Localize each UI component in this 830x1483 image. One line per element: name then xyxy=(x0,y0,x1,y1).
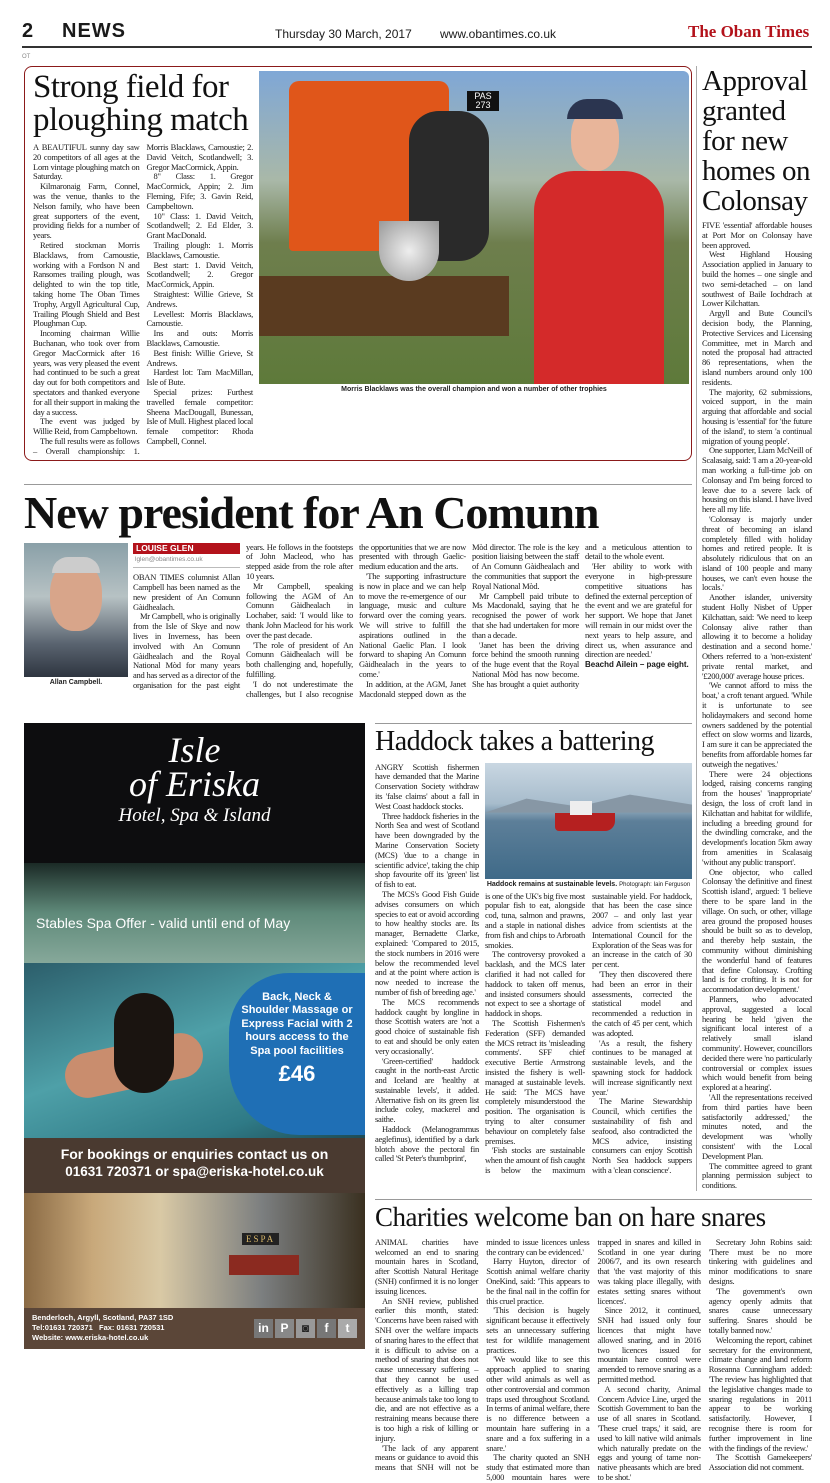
offer-band xyxy=(24,863,365,963)
paragraph: 'We would like to see this approach applied to snaring other wild animals as well as other controversial and common traps used throughout Scotland. In terms of animal welfare, there is no difference between a mountain hare suffering in a snare and a fox suffering in a snare.' xyxy=(486,1354,590,1453)
paragraph: Another islander, university student Holly Nisbet of Upper Kilchattan, said: 'We need to keep Colonsay alive rather than allowing it to become a holiday destination and a second home.' Others referred to a 'non-existent' private rental market, and '£200,000' average house prices. xyxy=(702,592,812,681)
hotel-website[interactable]: Website: www.eriska-hotel.co.uk xyxy=(32,1333,149,1343)
paragraph: Incoming chairman Willie Buchanan, who took over from Gregor MacCormick after 16 years, was very pleased the event had continued to be such a great day out for both competitors and spectators and thanked everyone for all their support in making the day a success. xyxy=(33,328,140,417)
paragraph: Retired stockman Morris Blacklaws, from Carnoustie, working with a Fordson N and Ransomes trailing plough, was delighted to win the top title, taking home The Oban Times Trophy, Argyll Agricultural Cup, Trailing Plough Shield and Best Ploughman Cup. xyxy=(33,239,140,329)
paragraph: Mr Campbell paid tribute to Ms Macdonald, saying that he recognised the power of work that she had undertaken for more than a decade. xyxy=(472,590,579,640)
website-link[interactable]: www.obantimes.co.uk xyxy=(440,27,557,41)
paragraph: 'As a result, the fishery continues to be managed at sustainable levels, and the spawning stock for haddock will increase significantly next year.' xyxy=(592,1037,692,1097)
man-cap xyxy=(567,99,623,119)
haddock-photo xyxy=(485,763,692,879)
badge-text: Back, Neck & Shoulder Massage or Express Facial with 2 hours access to the Spa pool facilities xyxy=(241,990,353,1057)
see-also-link[interactable]: Beachd Ailein – page eight. xyxy=(585,660,689,670)
haddock-caption xyxy=(485,881,692,888)
paragraph: 'Green-certified' haddock caught in the north-east Arctic and Iceland are 'healthy at sustainable levels', it added. Alternative fish on its green list include coley, mackerel and saithe. xyxy=(375,1055,479,1125)
paragraph: 'Fish stocks are sustainable when the amount of fish caught is below the maximum sustainable yield. For haddock, that has been the case since 2007 – and only last year advice from scientists at the International Council for the Exploration of the Seas was for an increase in the catch of 30 per cent. xyxy=(485,890,692,1175)
paragraph: The full results were as follows – Overall championship: 1. Morris Blacklaws, Carnoustie; 2. David Veitch, Scotlandwell; 3. Gregor MacCormick, Appin. xyxy=(33,142,253,456)
paragraph: The MCS's Good Fish Guide advises consumers on which species to eat or avoid according to how healthy stocks are. Its manager, Bernadette Clarke, explained: 'Compared to 2015, the stock numbers in 2016 were below the recommended level and at the point where action is now needed to increase the number of fish of breeding age.' xyxy=(375,888,479,997)
paragraph: 'They then discovered there had been an error in their assessments, corrected the statistical model and recommended a reduction in the catch of 45 per cent, which was adopted. xyxy=(592,968,692,1038)
paragraph: West Highland Housing Association applied in January to build the homes – one single and two semi-detached – on land southwest of Baile Iochdrach at Lower Kilchattan. xyxy=(702,249,812,309)
fishing-boat xyxy=(555,813,615,831)
haddock-story xyxy=(375,723,692,1176)
header-rule xyxy=(22,46,812,48)
charities-story xyxy=(375,1199,812,1483)
paragraph: Best start: 1. David Veitch, Scotlandwell; 2. Gregor MacCormick, Appin. xyxy=(146,259,253,290)
paragraph: 'The lack of any apparent means or guidance to avoid this means that SNH will not be minded to issue licences unless the contrary can be evidenced.' xyxy=(375,1236,590,1473)
president-story xyxy=(24,484,692,700)
hotel-address: Benderloch, Argyll, Scotland, PA37 1SD xyxy=(32,1313,174,1323)
paragraph: The committee agreed to grant planning permission subject to conditions. xyxy=(702,1160,812,1191)
portrait-hair xyxy=(52,557,100,573)
paragraph: One supporter, Liam McNeill of Scalasaig, said: 'I am a 20-year-old man working a full-time job on Colonsay and I'm being forced to leave due to a severe lack of housing on this island. I have lived here all my life. xyxy=(702,445,812,515)
isle-of-eriska-advert[interactable] xyxy=(24,723,365,1349)
page-number: 2 xyxy=(22,20,34,42)
man-figure xyxy=(534,171,664,384)
facebook-icon[interactable]: f xyxy=(317,1319,336,1338)
paragraph: Secretary John Robins said: 'There must be no more tinkering with guidelines and minor modifications to snare designs. xyxy=(708,1236,812,1287)
paragraph: 'This decision is hugely significant because it effectively sets an unnecessary suffering test for wildlife management practices. xyxy=(486,1305,590,1355)
espa-tray xyxy=(229,1255,299,1275)
issue-date: Thursday 30 March, 2017 xyxy=(275,27,412,41)
number-plate: PAS 273 xyxy=(467,91,499,111)
paragraph: Planners, who advocated approval, suggested a local hearing be held 'given the significant local interest of a relatively small island community'. However, councillors decided there were 'no particularly controversial or complex issues which would benefit from being explored at a hearing'. xyxy=(702,993,812,1093)
contact-heading: For bookings or enquiries contact us on xyxy=(60,1145,329,1162)
paragraph: 10" Class: 1. David Veitch, Scotlandwell; 2. Ed Elder, 3. Grant MacDonald. xyxy=(146,210,253,241)
ad-footer xyxy=(24,1308,365,1349)
approval-story xyxy=(696,66,812,1191)
paragraph: Since 2012, it continued, SNH had issued only four licences that might have allowed snaring, and in 2016 two licences issued for mountain hare control were amended to remove snaring as a permitted method. xyxy=(597,1305,701,1385)
paragraph: 8" Class: 1. Gregor MacCormick, Appin; 2. Jim Fleming, Fife; 3. Gavin Reid, Campbeltown. xyxy=(146,171,253,211)
paragraph: Straightest: Willie Grieve, St Andrews. xyxy=(146,288,253,309)
paragraph: The charity quoted an SNH study that estimated more than 5,000 mountain hares were trapped in snares and killed in Scotland in one year during 2006/7, and its own research that 'the vast majority of this was taking place illegally, with estates setting snares without licences'. xyxy=(486,1236,701,1483)
offer-text: Stables Spa Offer - valid until end of May xyxy=(36,914,291,931)
eriska-logo xyxy=(24,729,365,827)
paragraph: Argyll and Bute Council's decision body, the Planning, Protective Services and Licensing Committee, met in March and noted the proposal had attracted 86 representations, when the island numbers around only 100 residents. xyxy=(702,308,812,387)
paragraph: 'The role of president of An Comunn Gàidhealach will be both challenging and, hopefully, fulfilling. xyxy=(246,639,353,680)
paragraph: The event was judged by Willie Reid, from Campbeltown. xyxy=(33,416,140,437)
paragraph: 'All the representations received from third parties have been satisfactorily addressed,' the minutes noted, and the development was 'wholly consistent' with the Local Development Plan. xyxy=(702,1091,812,1161)
section-label: NEWS xyxy=(62,20,126,42)
paragraph: An SNH review, published earlier this month, stated: 'Concerns have been raised with SNH over the welfare impacts of snaring hares to the effect that it is difficult to advise on a method of snaring that does not cause unnecessary suffering – that they cannot be used effectively as a killing trap because animals take too long to die, and are not effective as a restraining means because there is too high a risk of killing or injury. xyxy=(375,1295,479,1443)
trophy-table xyxy=(259,276,509,336)
ploughing-photo-area xyxy=(259,71,689,393)
contact-line[interactable]: 01631 720371 or spa@eriska-hotel.co.uk xyxy=(65,1163,324,1179)
paragraph: One objector, who called Colonsay 'the definitive and finest Scottish island', argued: 'I believe there to be spare land in the village. On such, or other, village area ground the proposed houses should be built so as to develop, and thereby help sustain, the community without diminishing the wonderful hand of features that define Colonsay. Crofting land is for crofting. It is not for accommodation development.' xyxy=(702,866,812,995)
paragraph: The controversy provoked a backlash, and the MCS later clarified it had not called for haddock to taken off menus, and insisted consumers should not expect to see a shortage of haddock in shops. xyxy=(485,949,585,1019)
haddock-article-col23 xyxy=(485,892,692,1176)
byline-email[interactable]: lglen@obantimes.co.uk xyxy=(133,554,240,568)
paragraph: Special prizes: Furthest travelled female competitor: Sheena MacDougall, Bunessan, Isle of Mull. Highest placed local female competitor: Rhoda Campbell, Connel. xyxy=(146,386,253,446)
approval-headline: Approval granted for new homes on Colonsay xyxy=(702,65,810,217)
boat-cabin xyxy=(570,801,592,815)
president-headline: New president for An Comunn xyxy=(24,486,599,538)
paragraph: Ins and outs: Morris Blacklaws, Carnoustie. xyxy=(146,328,253,348)
allan-campbell-caption: Allan Campbell. xyxy=(49,678,103,686)
ploughing-article xyxy=(33,143,253,457)
paragraph: Mr Campbell, speaking following the AGM of An Comunn Gàidhealach in Lochaber, said: 'I would like to thank John Macleod for his work over the past decade. xyxy=(246,580,353,640)
ploughing-text-area xyxy=(33,71,253,457)
paragraph: 'We cannot afford to miss the boat,' a croft tenant argued. 'While it is unfortunate to see holidaymakers and second home owners saddened by the potential effect on slow worms and lizards, I am sure it can be appreciated the benefits from affordable homes far outweigh the negatives.' xyxy=(702,680,812,769)
paragraph: OBAN TIMES columnist Allan Campbell has been named as the new president of An Comunn Gàidhealach. xyxy=(133,572,240,612)
paragraph: Three haddock fisheries in the North Sea and west of Scotland have been downgraded by the Marine Conservation Society (MCS) 'due to a change in scientific advice', taking the chip shop favourite off its 'green' list of fish to eat. xyxy=(375,810,479,890)
offer-badge xyxy=(229,973,365,1135)
contact-band xyxy=(24,1138,365,1193)
haddock-right xyxy=(485,763,692,1176)
paragraph: Levellest: Morris Blacklaws, Carnoustie. xyxy=(146,308,253,329)
allan-campbell-photo xyxy=(24,543,128,677)
president-body xyxy=(24,543,692,700)
paragraph: 'The supporting infrastructure is now in place and we can help to move the re-emergence of our language, music and culture forward over the coming years. We will strive to fulfill the aspirations outlined in the National Gaelic Plan. I look forward to shaping An Comunn Gàidhealach in the years to come.' xyxy=(359,571,466,680)
page-grid xyxy=(24,66,812,1483)
paragraph: 'I do not underestimate the challenges, but I also recognise the opportunities that we are now presented with through Gaelic-medium education and the arts. xyxy=(246,541,466,699)
president-article xyxy=(133,543,692,700)
paragraph: Mr Campbell, who is originally from the Isle of Skye and now lives in Inverness, has been involved with An Comunn Gàidhealach and the Royal National Mòd for many years and has served as a director of the organisation for the past eight years. He follows in the footsteps of John Macleod, who has stepped aside from the role after 10 years. xyxy=(133,541,353,691)
haddock-article-col1 xyxy=(375,763,479,1165)
paragraph: Harry Huyton, director of Scottish animal welfare charity OneKind, said: 'This appears to be the final nail in the coffin for this cruel practice. xyxy=(486,1256,590,1306)
room-photo xyxy=(24,1193,365,1308)
paragraph: ANIMAL charities have welcomed an end to snaring mountain hares in Scotland, after Scottish Natural Heritage (SNH) confirmed it is no longer issuing licences. xyxy=(375,1236,479,1296)
paragraph: ANGRY Scottish fishermen have demanded that the Marine Conservation Society withdraw its 'false claims' about a fall in West Coast haddock stocks. xyxy=(375,761,479,811)
paragraph: 'Janet has been the driving force behind the smooth running of the huge event that the Royal National Mòd has now become. She has brought a quiet authority and a meticulous attention to detail to the whole event. xyxy=(472,541,692,689)
paragraph: 'Colonsay is majorly under threat of becoming an island completely filled with holiday homes and retired people. It is absolutely ridiculous that on an island of 100 people and many houses, we can't even house the locals.' xyxy=(702,513,812,593)
social-icons xyxy=(254,1319,357,1338)
logo-line-2: of Eriska xyxy=(129,763,260,804)
paragraph: The Scottish Fishermen's Federation (SFF) demanded the MCS retract its 'misleading comments'. SFF chief executive Bertie Armstrong insisted the fishery is well-managed at sustainable levels. He said: 'The MCS have completely misunderstood the position. The organisation is trying to alter consumer behaviour on completely false premises. xyxy=(485,1017,585,1146)
paragraph: The Scottish Gamekeepers' Association did not comment. xyxy=(708,1452,812,1473)
masthead-logo: The Oban Times xyxy=(688,22,810,41)
paragraph: The majority, 62 submissions, voiced support, in the main arguing that affordable and social housing is 'essential' for 'the future of the island', to stem 'a continual migration of young people'. xyxy=(702,386,812,446)
paragraph: 'The government's own agency openly admits that snares cause unnecessary suffering. Snares should be totally banned now.' xyxy=(708,1285,812,1336)
edition-code: OT xyxy=(22,54,31,60)
haddock-caption-text: Haddock remains at sustainable levels. xyxy=(486,880,618,888)
charities-article xyxy=(375,1238,812,1483)
haddock-body xyxy=(375,763,692,1176)
paragraph: 'Her ability to work with everyone in high-pressure competitive situations has defined the external perception of the event and we are grateful for her support. We hope that Janet will remain in our midst over the next years to help assure, and direct us, when assurance and direction are needed.' xyxy=(585,561,692,660)
paragraph: Welcoming the report, cabinet secretary for the environment, climate change and land reform Roseanna Cunningham added: 'The review has highlighted that the legislative changes made to snaring regulations in 2011 appear to be working satisfactorily. However, I recognise there is room for further improvement in line with the findings of the review.' xyxy=(708,1334,812,1453)
ad-tagline: Hotel, Spa & Island xyxy=(118,804,271,826)
woman-hair xyxy=(114,993,174,1093)
paragraph: The MCS recommends haddock caught by longline in those Scottish waters are 'not a good choice of sustainable fish to eat and should be only eaten very occasionally'. xyxy=(375,996,479,1056)
instagram-icon[interactable]: ◙ xyxy=(296,1319,315,1338)
paragraph: FIVE 'essential' affordable houses at Port Mor on Colonsay have been approved. xyxy=(702,220,812,250)
paragraph: The Marine Stewardship Council, which certifies the sustainability of fish and seafood, also contradicted the MCS advice, insisting consumers can enjoy Scottish North Sea haddock suppers with a 'clean conscience'. xyxy=(592,1096,692,1175)
linkedin-icon[interactable]: in xyxy=(254,1319,273,1338)
paragraph: Trailing plough: 1. Morris Blacklaws, Carnoustie. xyxy=(146,239,253,260)
twitter-icon[interactable]: t xyxy=(338,1319,357,1338)
paragraph: Best finish: Willie Grieve, St Andrews. xyxy=(146,347,253,368)
paragraph: In addition, at the AGM, Janet Macdonald stepped down as the Mòd director. The role is the key position liaising between the staff of An Comunn Gàidhealach and the communities that support the Royal National Mòd. xyxy=(359,541,579,699)
hotel-phone: Tel:01631 720371 Fax: 01631 720531 xyxy=(32,1323,165,1333)
espa-label: ESPA xyxy=(242,1233,279,1245)
approval-article xyxy=(702,221,812,1191)
pinterest-icon[interactable]: P xyxy=(275,1319,294,1338)
paragraph: Haddock (Melanogrammus aeglefinus), identified by a dark blotch above the pectoral fin called 'St Peter's thumbprint', xyxy=(375,1124,479,1164)
paragraph: Hardest lot: Tam MacMillan, Isle of Bute. xyxy=(146,367,253,388)
offer-price: £46 xyxy=(278,1061,316,1087)
byline-name: LOUISE GLEN xyxy=(133,543,240,555)
trophy-cup xyxy=(379,221,439,281)
ploughing-headline: Strong field for ploughing match xyxy=(33,69,249,138)
ploughing-story-box xyxy=(24,66,692,461)
ploughing-photo-caption: Morris Blacklaws was the overall champion and won a number of other trophies xyxy=(341,386,607,393)
photo-block xyxy=(24,543,128,686)
photo-credit: Photograph: Iain Ferguson xyxy=(619,881,691,888)
haddock-headline: Haddock takes a battering xyxy=(375,725,655,757)
paragraph: A BEAUTIFUL sunny day saw 20 competitors of all ages at the Lorn vintage ploughing match on Saturday. xyxy=(33,142,140,182)
paragraph: A second charity, Animal Concern Advice Line, urged the Scottish Government to ban the use of all snares in Scotland. 'These cruel traps,' it said, are used 'to kill native wild animals which naturally predate on the eggs and young of tame non-native pheasants which are bred to be shot.' xyxy=(597,1383,701,1483)
charities-headline: Charities welcome ban on hare snares xyxy=(375,1201,766,1232)
paragraph: There were 24 objections lodged, raising concerns ranging from the houses' 'inappropriate' design, the loss of croft land in Kilchattan and habitat for wildlife, including a breeding ground for the dwindling corncrake, and the development's location 5km away from amenities in Scalasaig 'without any public transport'. xyxy=(702,768,812,867)
paragraph: Kilmaronaig Farm, Connel, was the venue, thanks to the Nelson family, who have been great supporters of the event, providing fields for a number of years. xyxy=(33,181,140,241)
paragraph: is one of the UK's big five most popular fish to eat, alongside cod, tuna, salmon and prawns, and a staple in national dishes from fish and chips to Arbroath smokies. xyxy=(485,890,586,950)
hotel-details xyxy=(32,1313,252,1343)
ploughing-photo xyxy=(259,71,689,384)
logo-line-1: Isle xyxy=(168,729,221,770)
